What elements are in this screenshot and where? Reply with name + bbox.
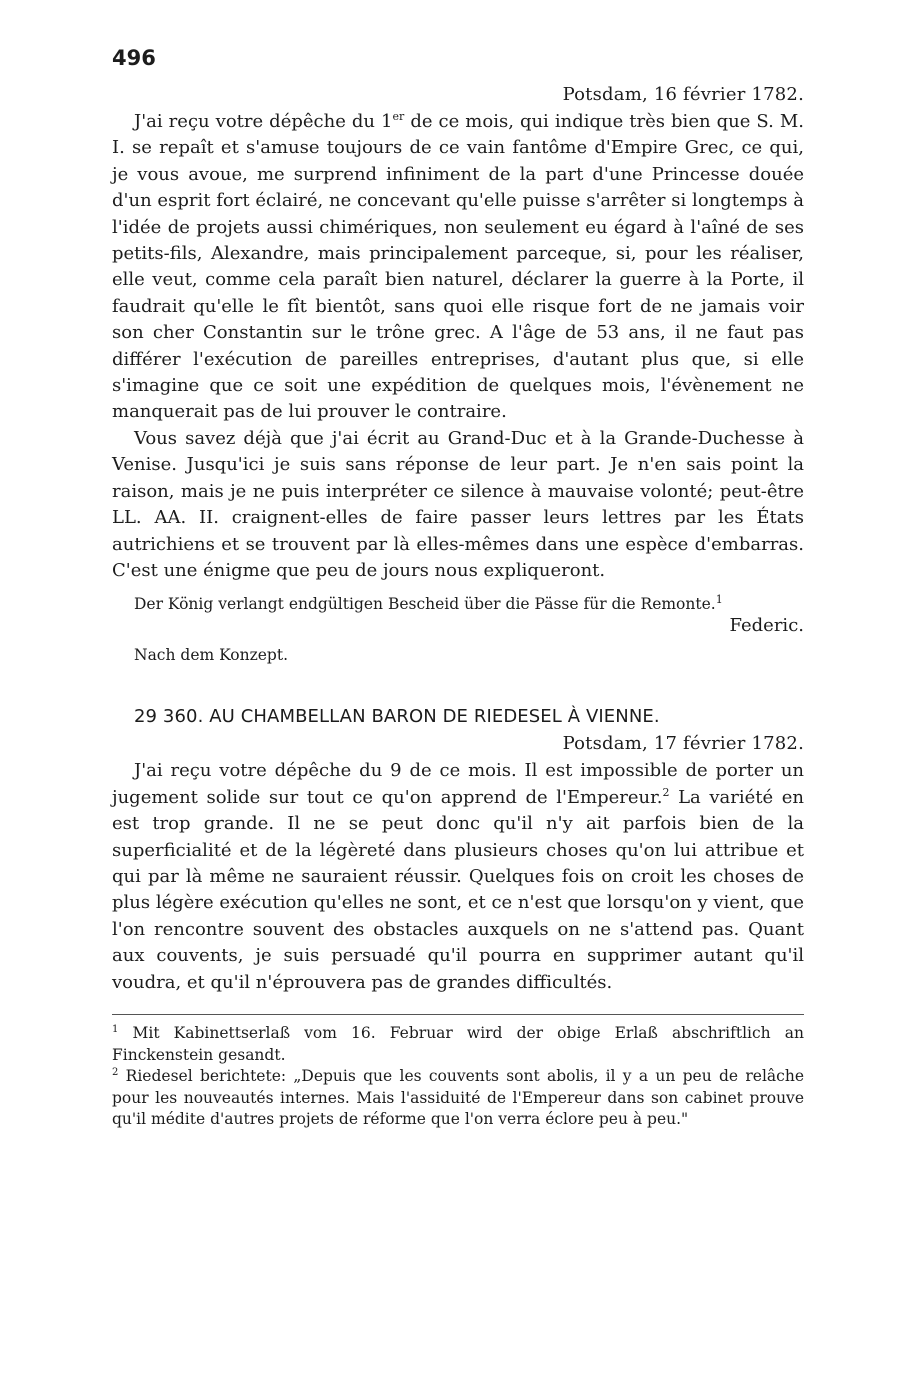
footnote-1: [112, 1023, 804, 1066]
letter2-p1-rest: La variété en est trop grande. Il ne se peut donc qu'il n'y ait parfois bien de la superficialité et de la légèreté dans plusieurs choses qu'on lui attribue et qui par là même ne sauraient réussir. Quelques fois on croit les choses de plus légère exécution qu'elles ne sont, et ce n'est que lorsqu'on y vient, que l'on rencontre souvent des obstacles auxquels on ne s'attend pas. Quant aux couvents, je suis persuadé qu'il pourra en supprimer autant qu'il voudra, et qu'il n'éprouvera pas de grandes difficultés.: [112, 786, 804, 993]
footnote-ref-2: 2: [662, 785, 670, 799]
footnote-2-marker: 2: [112, 1067, 119, 1078]
letter2-heading: 29 360. AU CHAMBELLAN BARON DE RIEDESEL À VIENNE.: [134, 706, 660, 728]
letter1-p1-start: J'ai reçu votre dépêche du 1: [134, 111, 393, 132]
editorial-note-text: Der König verlangt endgültigen Bescheid über die Pässe für die Remonte.: [134, 595, 716, 614]
letter1-paragraph-2: Vous savez déjà que j'ai écrit au Grand-Duc et à la Grande-Duchesse à Venise. Jusqu'ici je suis sans réponse de leur part. Je n'en sais point la raison, mais je ne puis interpréter ce silence à mauvaise volonté; peut-être LL. AA. II. craignent-elles de faire passer leurs lettres par les États autrichiens et se trouvent par là elles-mêmes dans une espèce d'embarras. C'est une énigme que peu de jours nous expliqueront.: [112, 427, 804, 581]
footnote-2-text: Riedesel berichtete: „Depuis que les couvents sont abolis, il y a un peu de relâche pour les nouveautés internes. Mais l'assiduité de l'Empereur dans son cabinet prouve qu'il médite d'autres projets de réforme que l'on verra éclore peu à peu.": [112, 1067, 804, 1129]
letter1-paragraph-1: [112, 109, 804, 426]
footnote-1-marker: 1: [112, 1023, 119, 1035]
letter2-paragraph-1: [112, 758, 804, 996]
source-note: Nach dem Konzept.: [134, 646, 289, 665]
page-number: 496: [112, 46, 156, 70]
letter1-p1-rest: de ce mois, qui indique très bien que S. M. I. se repaît et s'amuse toujours de ce vain fantôme d'Empire Grec, ce qui, je vous avoue, me surprend infiniment de la part d'une Princesse douée d'un esprit fort éclairé, ne concevant qu'elle puisse s'arrêter si longtemps à l'idée de projets aussi chimériques, non seulement eu égard à l'aîné de ses petits-fils, Alexandre, mais principalement parceque, si, pour les réaliser, elle veut, comme cela paraît bien naturel, déclarer la guerre à la Porte, il faudrait qu'elle le fît bientôt, sans quoi elle risque fort de ne jamais voir son cher Constantin sur le trône grec. A l'âge de 53 ans, il ne faut pas différer l'exécution de pareilles entreprises, d'autant plus que, si elle s'imagine que ce soit une expédition de quelques mois, l'évènement ne manquerait pas de lui prouver le contraire.: [112, 111, 804, 423]
letter1-dateline: Potsdam, 16 février 1782.: [562, 84, 804, 105]
footnote-ref-1: 1: [715, 593, 723, 607]
signature: Federic.: [729, 615, 804, 637]
footnote-divider: [112, 1014, 804, 1015]
editorial-note: [134, 594, 804, 615]
superscript-er: er: [392, 110, 405, 123]
footnote-2: [112, 1066, 804, 1131]
footnote-1-text: Mit Kabinettserlaß vom 16. Februar wird der obige Erlaß abschriftlich an Finckenstein gesandt.: [112, 1023, 804, 1064]
page-body: [112, 46, 804, 1131]
letter2-dateline: Potsdam, 17 février 1782.: [562, 733, 804, 755]
letter2-p1-start: J'ai reçu votre dépêche du 9 de ce mois. Il est impossible de porter un jugement solide sur tout ce qu'on apprend de l'Empereur.: [112, 760, 804, 808]
